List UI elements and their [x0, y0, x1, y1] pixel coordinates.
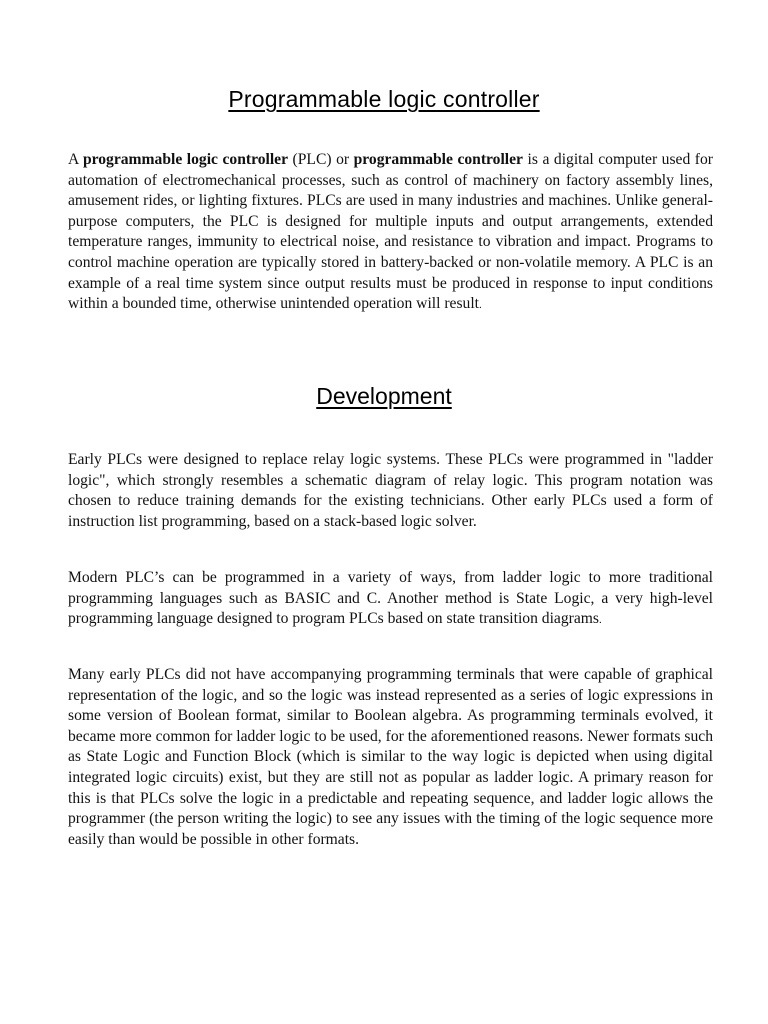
page-title: Programmable logic controller — [228, 86, 540, 112]
intro-end-period: . — [478, 299, 482, 312]
intro-term-programmable-controller: programmable controller — [353, 151, 523, 168]
intro-term-plc: programmable logic controller — [82, 151, 289, 168]
intro-text-1: A — [68, 151, 83, 168]
intro-paragraph — [68, 150, 713, 316]
development-paragraph-2-text: Modern PLC’s can be programmed in a variety of ways, from ladder logic to more traditional programming languages such as BASIC and C. Another method is State Logic, a very high-level programming language designed to program PLCs based on state transition diagrams — [68, 569, 713, 628]
intro-text-3: is a digital computer used for automation of electromechanical processes, such as control of machinery on factory assembly lines, amusement rides, or lighting fixtures. PLCs are used in many industries and machines. Unlike general-purpose computers, the PLC is designed for multiple inputs and output arrangements, extended temperature ranges, immunity to electrical noise, and resistance to vibration and impact. Programs to control machine operation are typically stored in battery-backed or non-volatile memory. A PLC is an example of a real time system since output results must be produced in response to input conditions within a bounded time, otherwise unintended operation will result — [68, 151, 713, 313]
development-paragraph-2-end: . — [598, 614, 602, 627]
section-heading-development: Development — [316, 383, 452, 409]
development-paragraph-1: Early PLCs were designed to replace relay logic systems. These PLCs were programmed in "ladder logic", which strongly resembles a schematic diagram of relay logic. This program notation was chosen to reduce training demands for the existing technicians. Other early PLCs used a form of instruction list programming, based on a stack-based logic solver. — [68, 451, 713, 530]
intro-text-2: (PLC) or — [288, 151, 354, 168]
development-paragraph-2 — [68, 568, 713, 631]
development-paragraph-3: Many early PLCs did not have accompanying programming terminals that were capable of graphical representation of the logic, and so the logic was instead represented as a series of logic expressions in some version of Boolean format, similar to Boolean algebra. As programming terminals evolved, it became more common for ladder logic to be used, for the aforementioned reasons. Newer formats such as State Logic and Function Block (which is similar to the way logic is depicted when using digital integrated logic circuits) exist, but they are still not as popular as ladder logic. A primary reason for this is that PLCs solve the logic in a predictable and repeating sequence, and ladder logic allows the programmer (the person writing the logic) to see any issues with the timing of the logic sequence more easily than would be possible in other formats. — [68, 666, 713, 848]
